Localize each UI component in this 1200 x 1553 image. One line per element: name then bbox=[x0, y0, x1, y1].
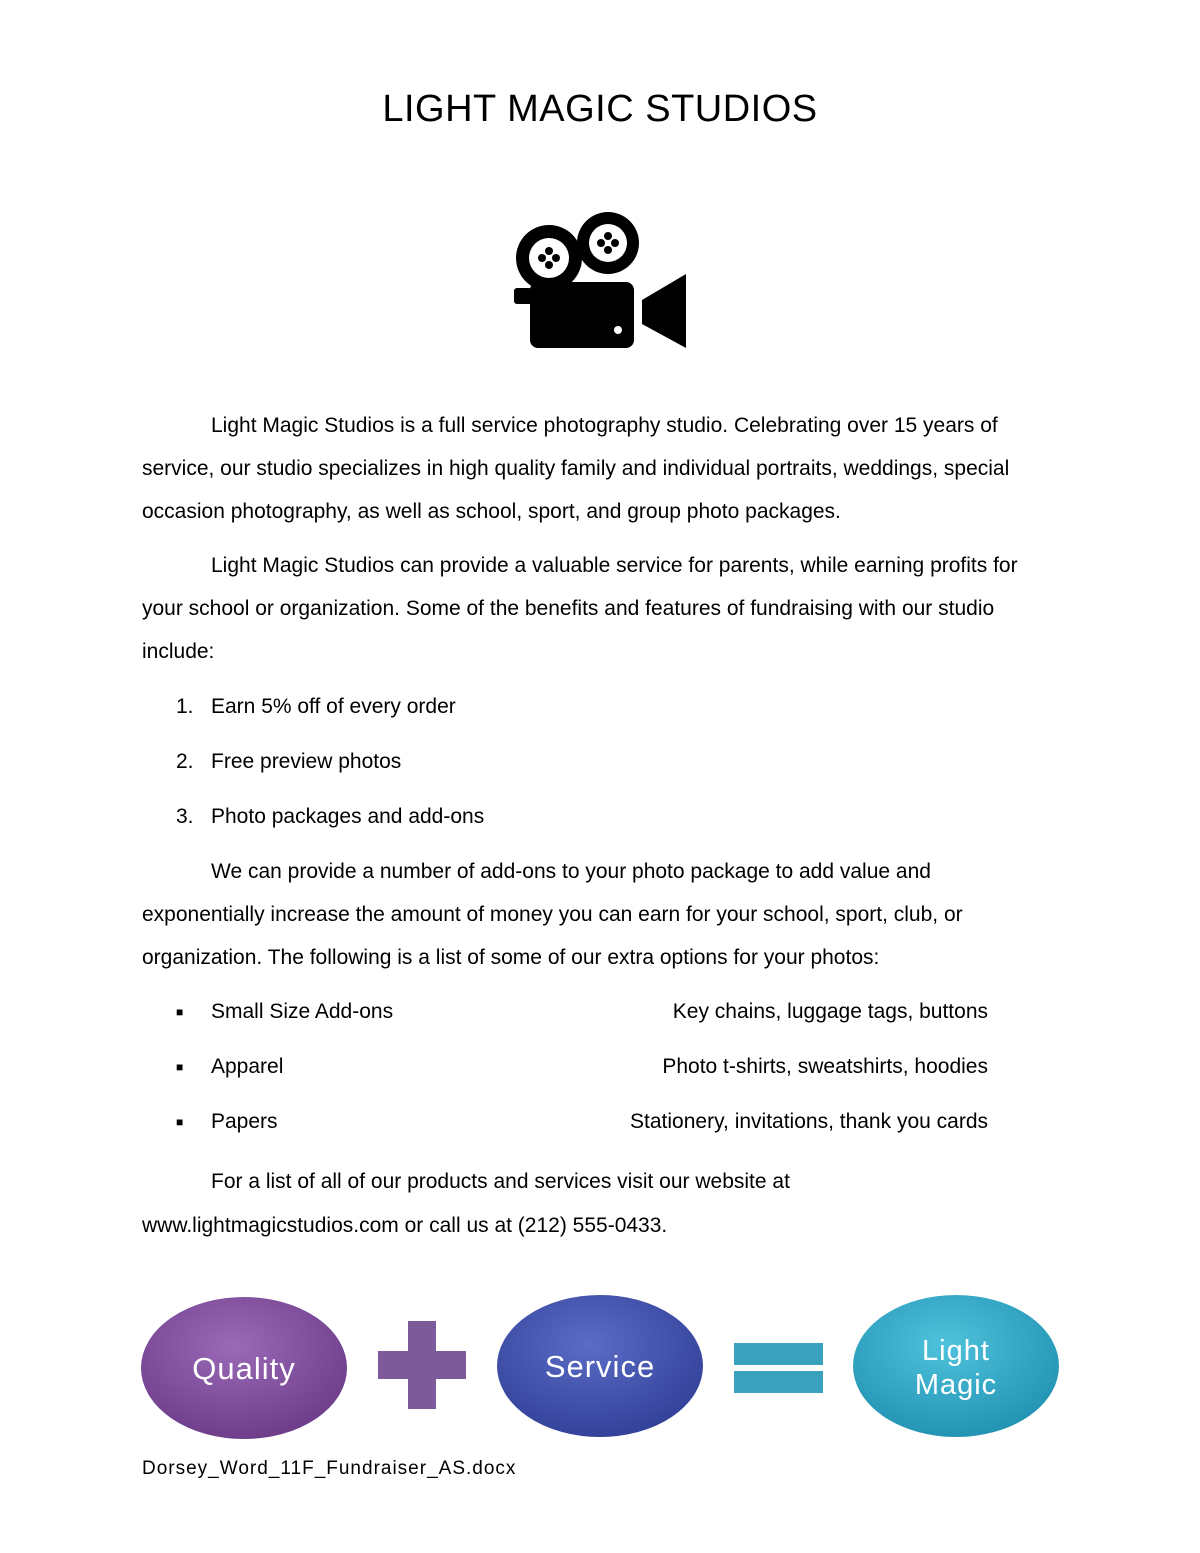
footer-filename: Dorsey_Word_11F_Fundraiser_AS.docx bbox=[142, 1458, 517, 1479]
option-detail: Stationery, invitations, thank you cards bbox=[630, 1110, 988, 1133]
option-detail: Photo t-shirts, sweatshirts, hoodies bbox=[662, 1055, 988, 1078]
list-item bbox=[142, 747, 988, 777]
quality-label: Quality bbox=[192, 1351, 296, 1386]
contact-paragraph: For a list of all of our products and services visit our website at www.lightmagicstudios.com or call us at (212) 555-0433. bbox=[142, 1170, 790, 1237]
option-name: Apparel bbox=[211, 1055, 284, 1078]
equals-sign-bottom bbox=[734, 1371, 823, 1393]
bullet-item bbox=[142, 997, 988, 1027]
square-bullet-icon: ■ bbox=[176, 1060, 184, 1074]
light-magic-label-line2: Magic bbox=[914, 1369, 998, 1401]
benefits-paragraph: Light Magic Studios can provide a valuable service for parents, while earning profits for your school or organization. Some of the benefits and features of fundraising with our studio include: bbox=[142, 554, 1018, 663]
square-bullet-icon: ■ bbox=[176, 1005, 184, 1019]
list-text: Photo packages and add-ons bbox=[211, 805, 485, 828]
option-detail: Key chains, luggage tags, buttons bbox=[672, 1000, 988, 1023]
list-number: 1. bbox=[176, 695, 194, 718]
square-bullet-icon: ■ bbox=[176, 1115, 184, 1129]
addons-paragraph: We can provide a number of add-ons to your photo package to add value and exponentially increase the amount of money you can earn for your school, sport, club, or organization. The following is a list of some of our extra options for your photos: bbox=[142, 860, 963, 969]
list-number: 3. bbox=[176, 805, 194, 828]
movie-camera-icon bbox=[508, 212, 690, 354]
equals-sign-top bbox=[734, 1343, 823, 1365]
document-title: LIGHT MAGIC STUDIOS bbox=[382, 88, 818, 130]
bullet-item bbox=[142, 1107, 988, 1137]
quality-service-diagram bbox=[130, 1288, 1070, 1448]
list-text: Free preview photos bbox=[211, 750, 402, 773]
option-name: Papers bbox=[211, 1110, 278, 1133]
light-magic-label-line1: Light bbox=[922, 1335, 990, 1367]
service-label: Service bbox=[544, 1349, 656, 1384]
option-name: Small Size Add-ons bbox=[211, 1000, 394, 1023]
list-number: 2. bbox=[176, 750, 194, 773]
intro-paragraph: Light Magic Studios is a full service photography studio. Celebrating over 15 years of service, our studio specializes in high quality family and individual portraits, weddings, special occasion photography, as well as school, sport, and group photo packages. bbox=[142, 414, 1010, 523]
list-text: Earn 5% off of every order bbox=[211, 695, 456, 718]
list-item bbox=[142, 692, 988, 722]
list-item bbox=[142, 802, 988, 832]
bullet-item bbox=[142, 1052, 988, 1082]
